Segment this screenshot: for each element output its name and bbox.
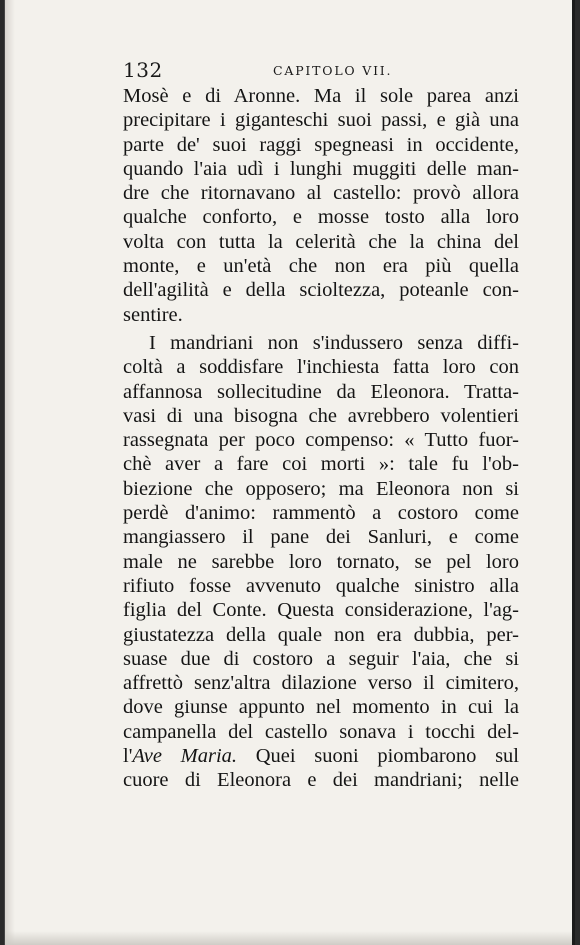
text-line: coltà a soddisfare l'inchiesta fatta loro con [123, 356, 519, 379]
text-line: precipitare i giganteschi suoi passi, e già una [123, 109, 519, 132]
text-line: figlia del Conte. Questa considerazione, l'ag- [123, 599, 519, 622]
text-fragment: Quei suoni piombarono sul [237, 745, 519, 768]
text-line: dell'agilità e della scioltezza, poteanle con- [123, 279, 519, 302]
text-line: perdè d'animo: rammentò a costoro come [123, 502, 519, 525]
text-line: biezione che opposero; ma Eleonora non si [123, 477, 519, 500]
text-line: cuore di Eleonora e dei mandriani; nelle [123, 769, 519, 792]
text-line: quando l'aia udì i lunghi muggiti delle man- [123, 157, 519, 180]
text-line: volta con tutta la celerità che la china del [123, 230, 519, 253]
chapter-title: CAPITOLO VII. [273, 63, 393, 78]
text-line: qualche conforto, e mosse tosto alla loro [123, 206, 519, 229]
text-line: suase due di costoro a seguir l'aia, che si [123, 647, 519, 670]
text-line: giustatezza della quale non era dubbia, per- [123, 623, 519, 646]
paragraph-2 [123, 331, 519, 793]
text-line: vasi di una bisogna che avrebbero volentieri [123, 404, 519, 427]
text-line: rifiuto fosse avvenuto qualche sinistro alla [123, 574, 519, 597]
text-line: affrettò senz'altra dilazione verso il cimitero, [123, 672, 519, 695]
text-line-ave-maria [123, 744, 519, 768]
text-line: chè aver a fare coi morti »: tale fu l'ob- [123, 453, 519, 476]
text-line: dre che ritornavano al castello: provò allora [123, 182, 519, 205]
text-line: sentire. [123, 303, 183, 326]
body-text [123, 84, 519, 793]
text-line: mangiassero il pane dei Sanluri, e come [123, 526, 519, 549]
text-line: dove giunse appunto nel momento in cui la [123, 696, 519, 719]
text-line: affannosa sollecitudine da Eleonora. Tratta- [123, 380, 519, 403]
text-line: Mosè e di Aronne. Ma il sole parea anzi [123, 85, 519, 107]
text-line: campanella del castello sonava i tocchi del- [123, 720, 519, 743]
text-line: rassegnata per poco compenso: « Tutto fuor- [123, 429, 519, 452]
page-number: 132 [123, 58, 163, 82]
book-page [4, 0, 575, 945]
text-line: parte de' suoi raggi spegneasi in occidente, [123, 133, 519, 156]
text-line: monte, e un'età che non era più quella [123, 255, 519, 278]
text-fragment: l' [123, 745, 133, 768]
italic-phrase: Ave Maria. [132, 745, 238, 768]
paragraph-1 [123, 84, 519, 327]
running-head [123, 58, 523, 82]
text-line: male ne sarebbe loro tornato, se pel loro [123, 550, 519, 573]
text-line: I mandriani non s'indussero senza diffi- [149, 331, 519, 354]
